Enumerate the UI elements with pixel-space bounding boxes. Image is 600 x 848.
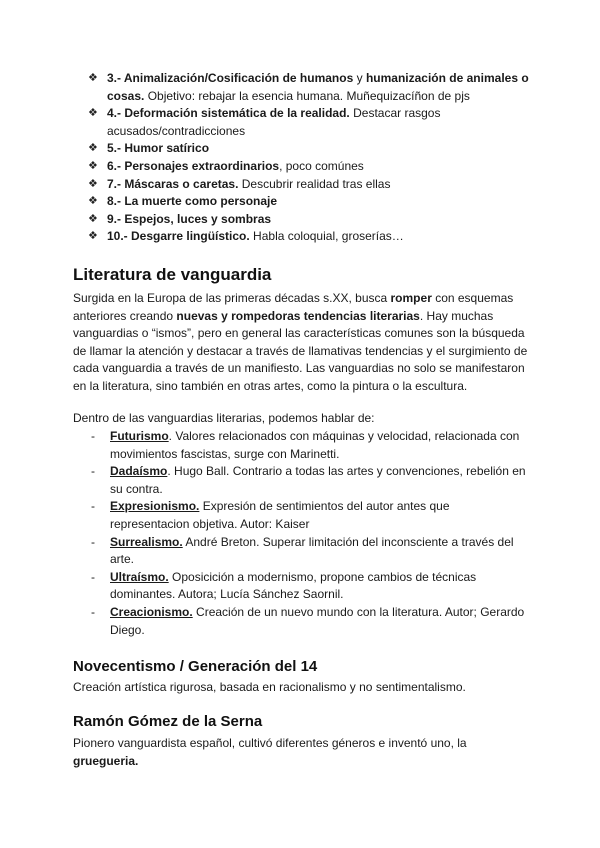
ramon-heading: Ramón Gómez de la Serna [73,713,263,730]
diamond-bullet-icon: ❖ [88,72,98,84]
novecentismo-paragraph: Creación artística rigurosa, basada en racionalismo y no sentimentalismo. [73,680,466,694]
diamond-bullet-icon: ❖ [88,195,98,208]
list-item: - Surrealismo. André Breton. Superar limitación del inconsciente a través del arte. [91,534,514,567]
list-item: - Ultraísmo. Oposicición a modernismo, propone cambios de técnicas dominantes. Autora; Lucía Sánchez Saornil. [91,569,477,602]
dash-bullet: - [91,499,95,514]
list-item: ❖ 7.- Máscaras o caretas. Descubrir realidad tras ellas [0,176,600,194]
list-item: - Dadaísmo. Hugo Ball. Contrario a todas las artes y convenciones, rebelión en su contra. [91,464,526,496]
dash-bullet: - [91,569,95,584]
list-item: ❖ 8.- La muerte como personaje [0,193,600,211]
list-item: ❖ 9.- Espejos, luces y sombras [0,211,600,229]
novecentismo-heading: Novecentismo / Generación del 14 [73,658,318,675]
list-item: ❖ 4.- Deformación sistemática de la realidad. Destacar rasgos acusados/contradicciones [88,106,441,138]
dash-bullet: - [91,604,95,619]
diamond-bullet-icon: ❖ [88,142,98,155]
list-item: - Futurismo. Valores relacionados con máquinas y velocidad, relacionada con movimientos fascistas, surge con Marinetti. [91,429,520,461]
vanguardias-list [0,428,600,639]
ramon-paragraph: Pionero vanguardista español, cultivó diferentes géneros e inventó uno, la gruegueria. [73,736,467,768]
list-item: ❖ 5.- Humor satírico [0,140,600,158]
diamond-bullet-icon: ❖ [88,159,98,172]
features-list [0,70,600,246]
list-item: ❖ 6.- Personajes extraordinarios, poco comúnes [0,158,600,176]
list-item: - Expresionismo. Expresión de sentimientos del autor antes que representacion objetiva. Autor: Kaiser [91,499,450,531]
diamond-bullet-icon: ❖ [88,107,98,120]
list-item: - Creacionismo. Creación de un nuevo mundo con la literatura. Autor; Gerardo Diego. [91,604,525,637]
list-item: ❖ 10.- Desgarre lingüístico. Habla coloquial, groserías… [0,228,600,246]
diamond-bullet-icon: ❖ [88,230,98,243]
dash-bullet: - [91,464,95,479]
diamond-bullet-icon: ❖ [88,177,98,190]
vanguardia-intro: Dentro de las vanguardias literarias, podemos hablar de: [73,411,375,425]
dash-bullet: - [91,429,95,443]
dash-bullet: - [91,534,95,549]
vanguardia-heading: Literatura de vanguardia [73,265,272,284]
vanguardia-paragraph: Surgida en la Europa de las primeras décadas s.XX, busca romper con esquemas anteriores creando nuevas y rompedoras tendencias literarias. Hay muchas vanguardias o “ismos”, pero en general las características comunes son la búsqueda de llamar la atención y destacar a través de llamativas tendencias y el surgimiento de cada vanguardia a través de un manifiesto. Las vanguardias no solo se manifestaron en la literatura, sino también en otras artes, como la pintura o la escultura. [73,291,528,393]
diamond-bullet-icon: ❖ [88,212,98,225]
list-item: ❖ 3.- Animalización/Cosificación de humanos y humanización de animales o cosas. Objetivo: rebajar la esencia humana. Muñequizacíñon de pjs [88,71,529,103]
